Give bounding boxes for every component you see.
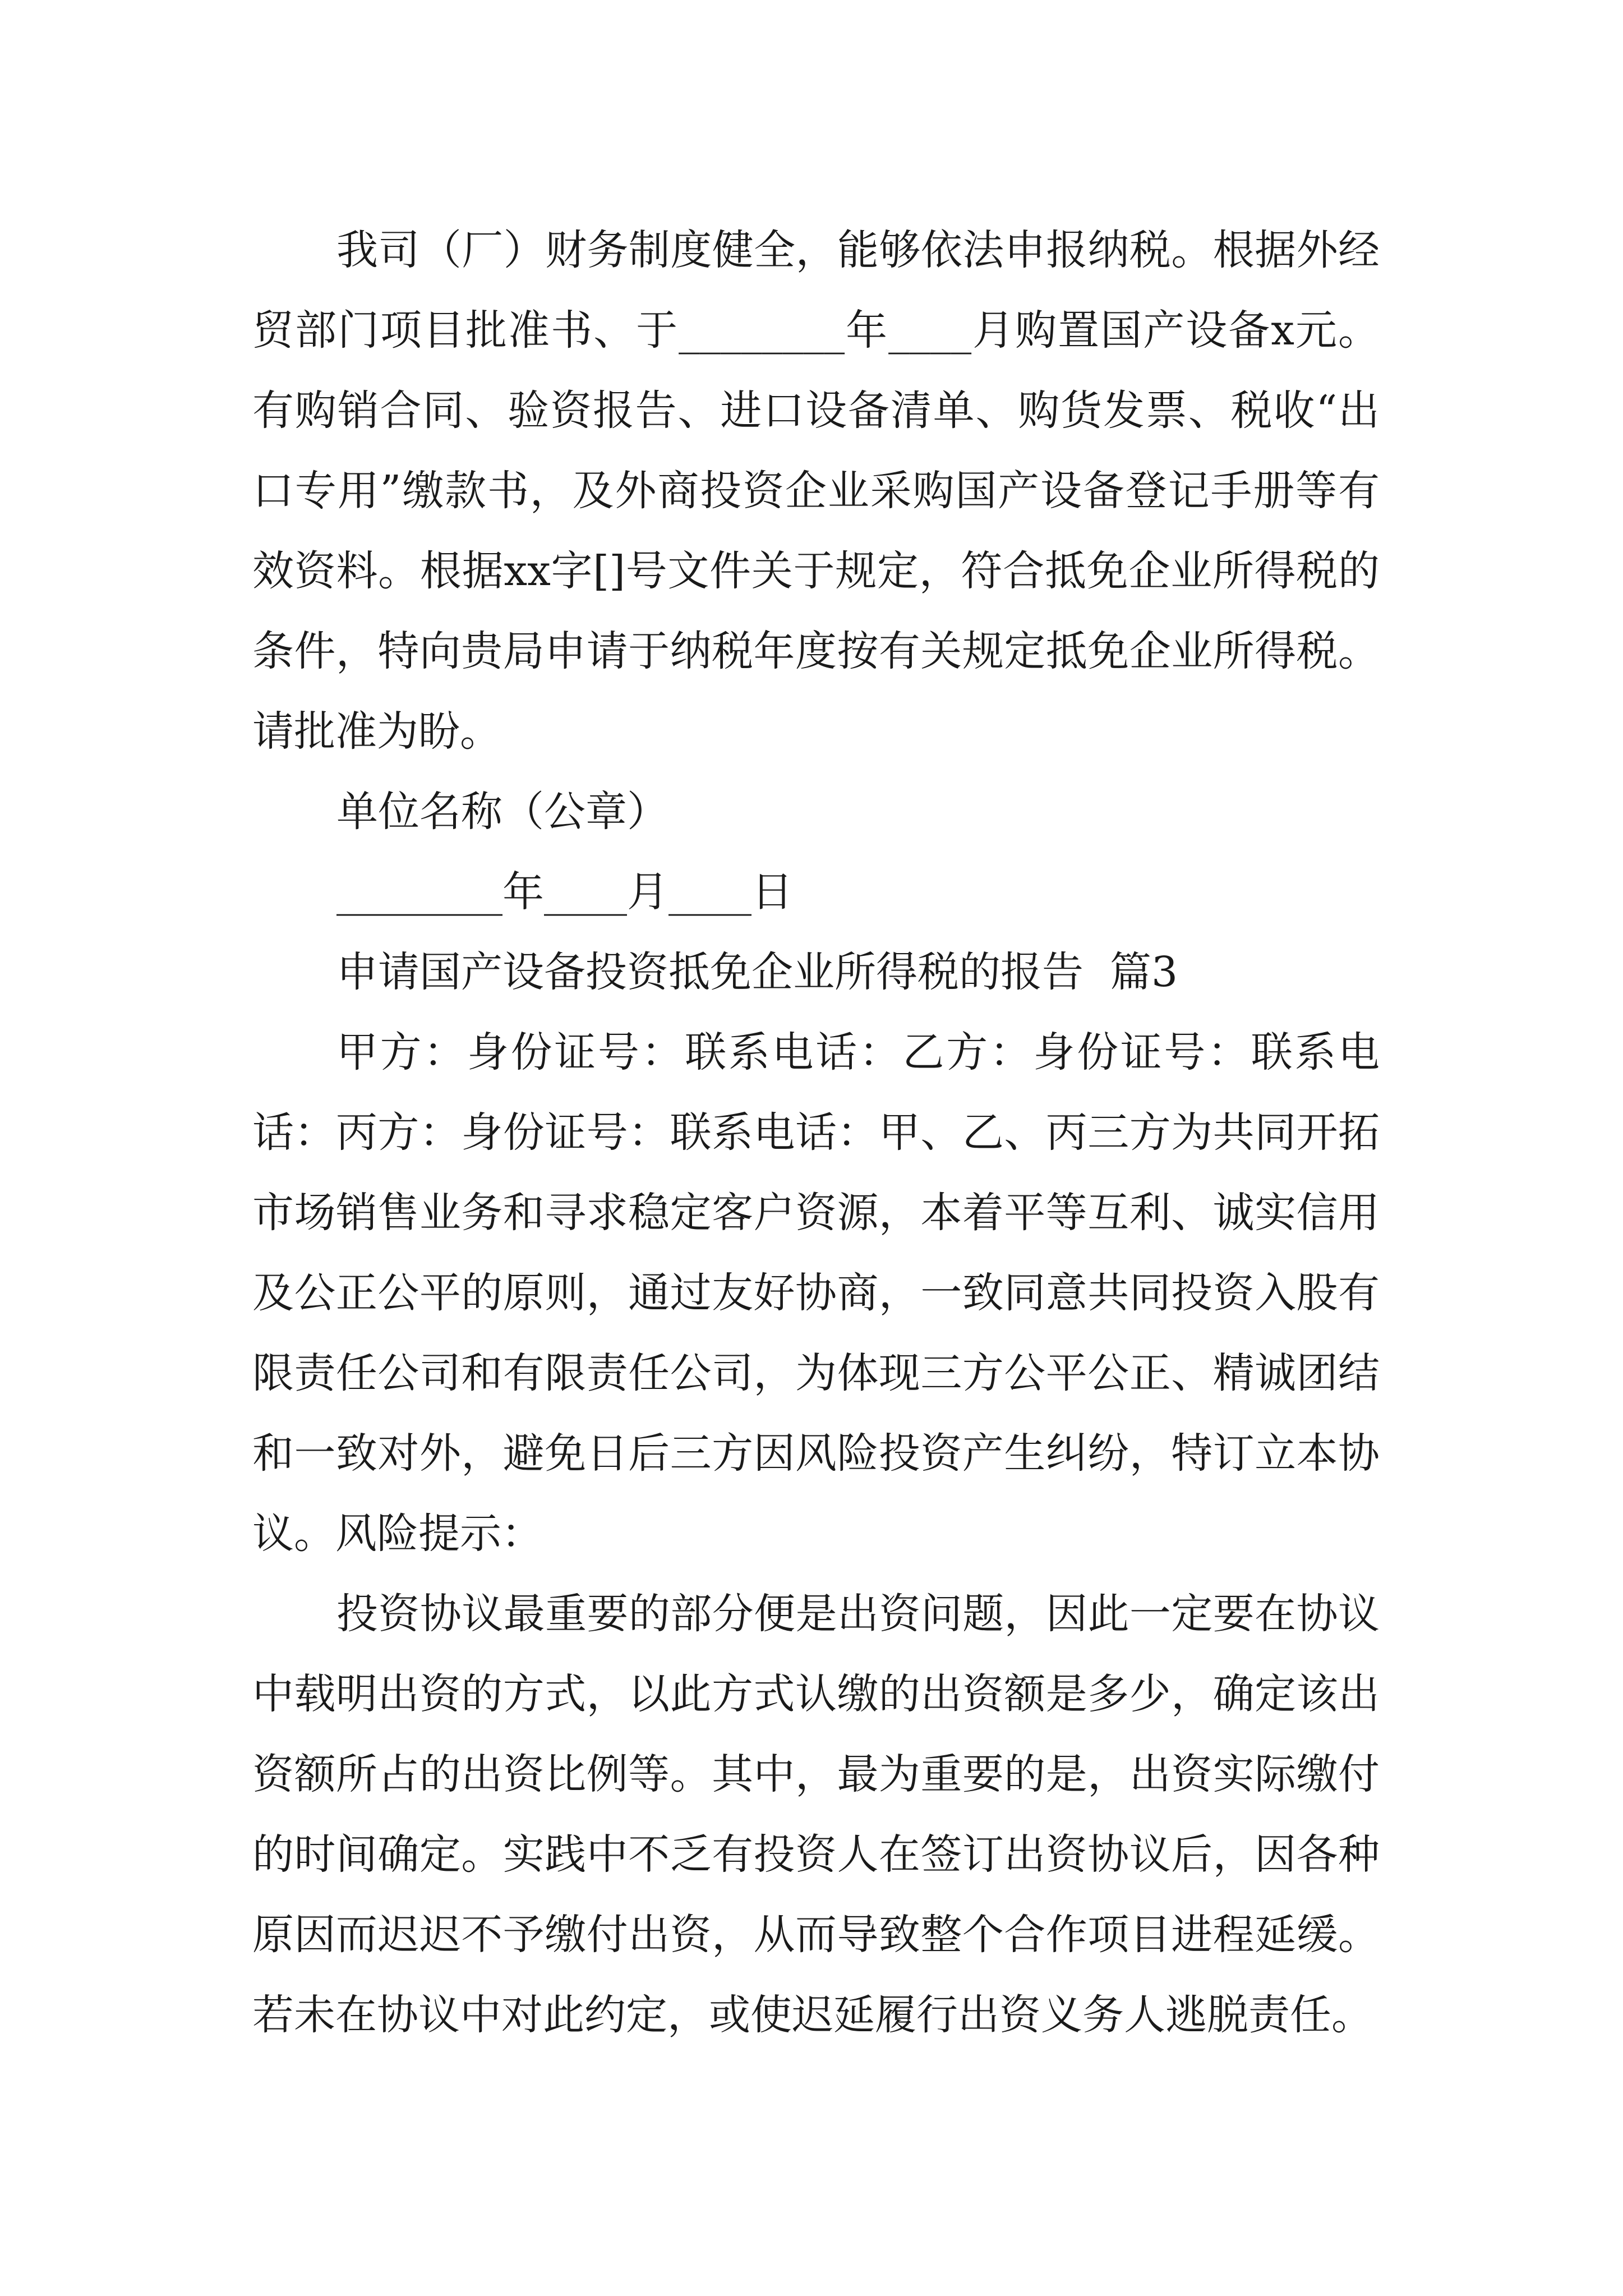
paragraph-parties-agreement: 甲方：身份证号：联系电话：乙方：身份证号：联系电话：丙方：身份证号：联系电话：甲、乙、丙三方为共同开拓市场销售业务和寻求稳定客户资源，本着平等互利、诚实信用及公正公平的原则，通过友好协商，一致同意共同投资入股有限责任公司和有限责任公司，为体现三方公平公正、精诚团结和一致对外，避免日后三方因风险投资产生纠纷，特订立本协议。风险提示：	[252, 1028, 1380, 1558]
paragraph-section-title: 申请国产设备投资抵免企业所得税的报告 篇3	[336, 948, 1178, 996]
paragraph-application-body: 我司（厂）财务制度健全，能够依法申报纳税。根据外经贸部门项目批准书、于________年____月购置国产设备x元。有购销合同、验资报告、进口设备清单、购货发票、税收“出口专用”缴款书，及外商投资企业采购国产设备登记手册等有效资料。根据xx字[]号文件关于规定，符合抵免企业所得税的条件，特向贵局申请于纳税年度按有关规定抵免企业所得税。请批准为盼。	[252, 226, 1380, 756]
paragraph-unit-name-seal: 单位名称（公章）	[336, 788, 668, 836]
paragraph-risk-note: 投资协议最重要的部分便是出资问题，因此一定要在协议中载明出资的方式，以此方式认缴的出资额是多少，确定该出资额所占的出资比例等。其中，最为重要的是，出资实际缴付的时间确定。实践中不乏有投资人在签订出资协议后，因各种原因而迟迟不予缴付出资，从而导致整个合作项目进程延缓。若未在协议中对此约定，或使迟延履行出资义务人逃脱责任。	[252, 1590, 1380, 2039]
document-body	[252, 210, 1380, 2055]
paragraph-date-line: ________年____月____日	[336, 868, 793, 916]
